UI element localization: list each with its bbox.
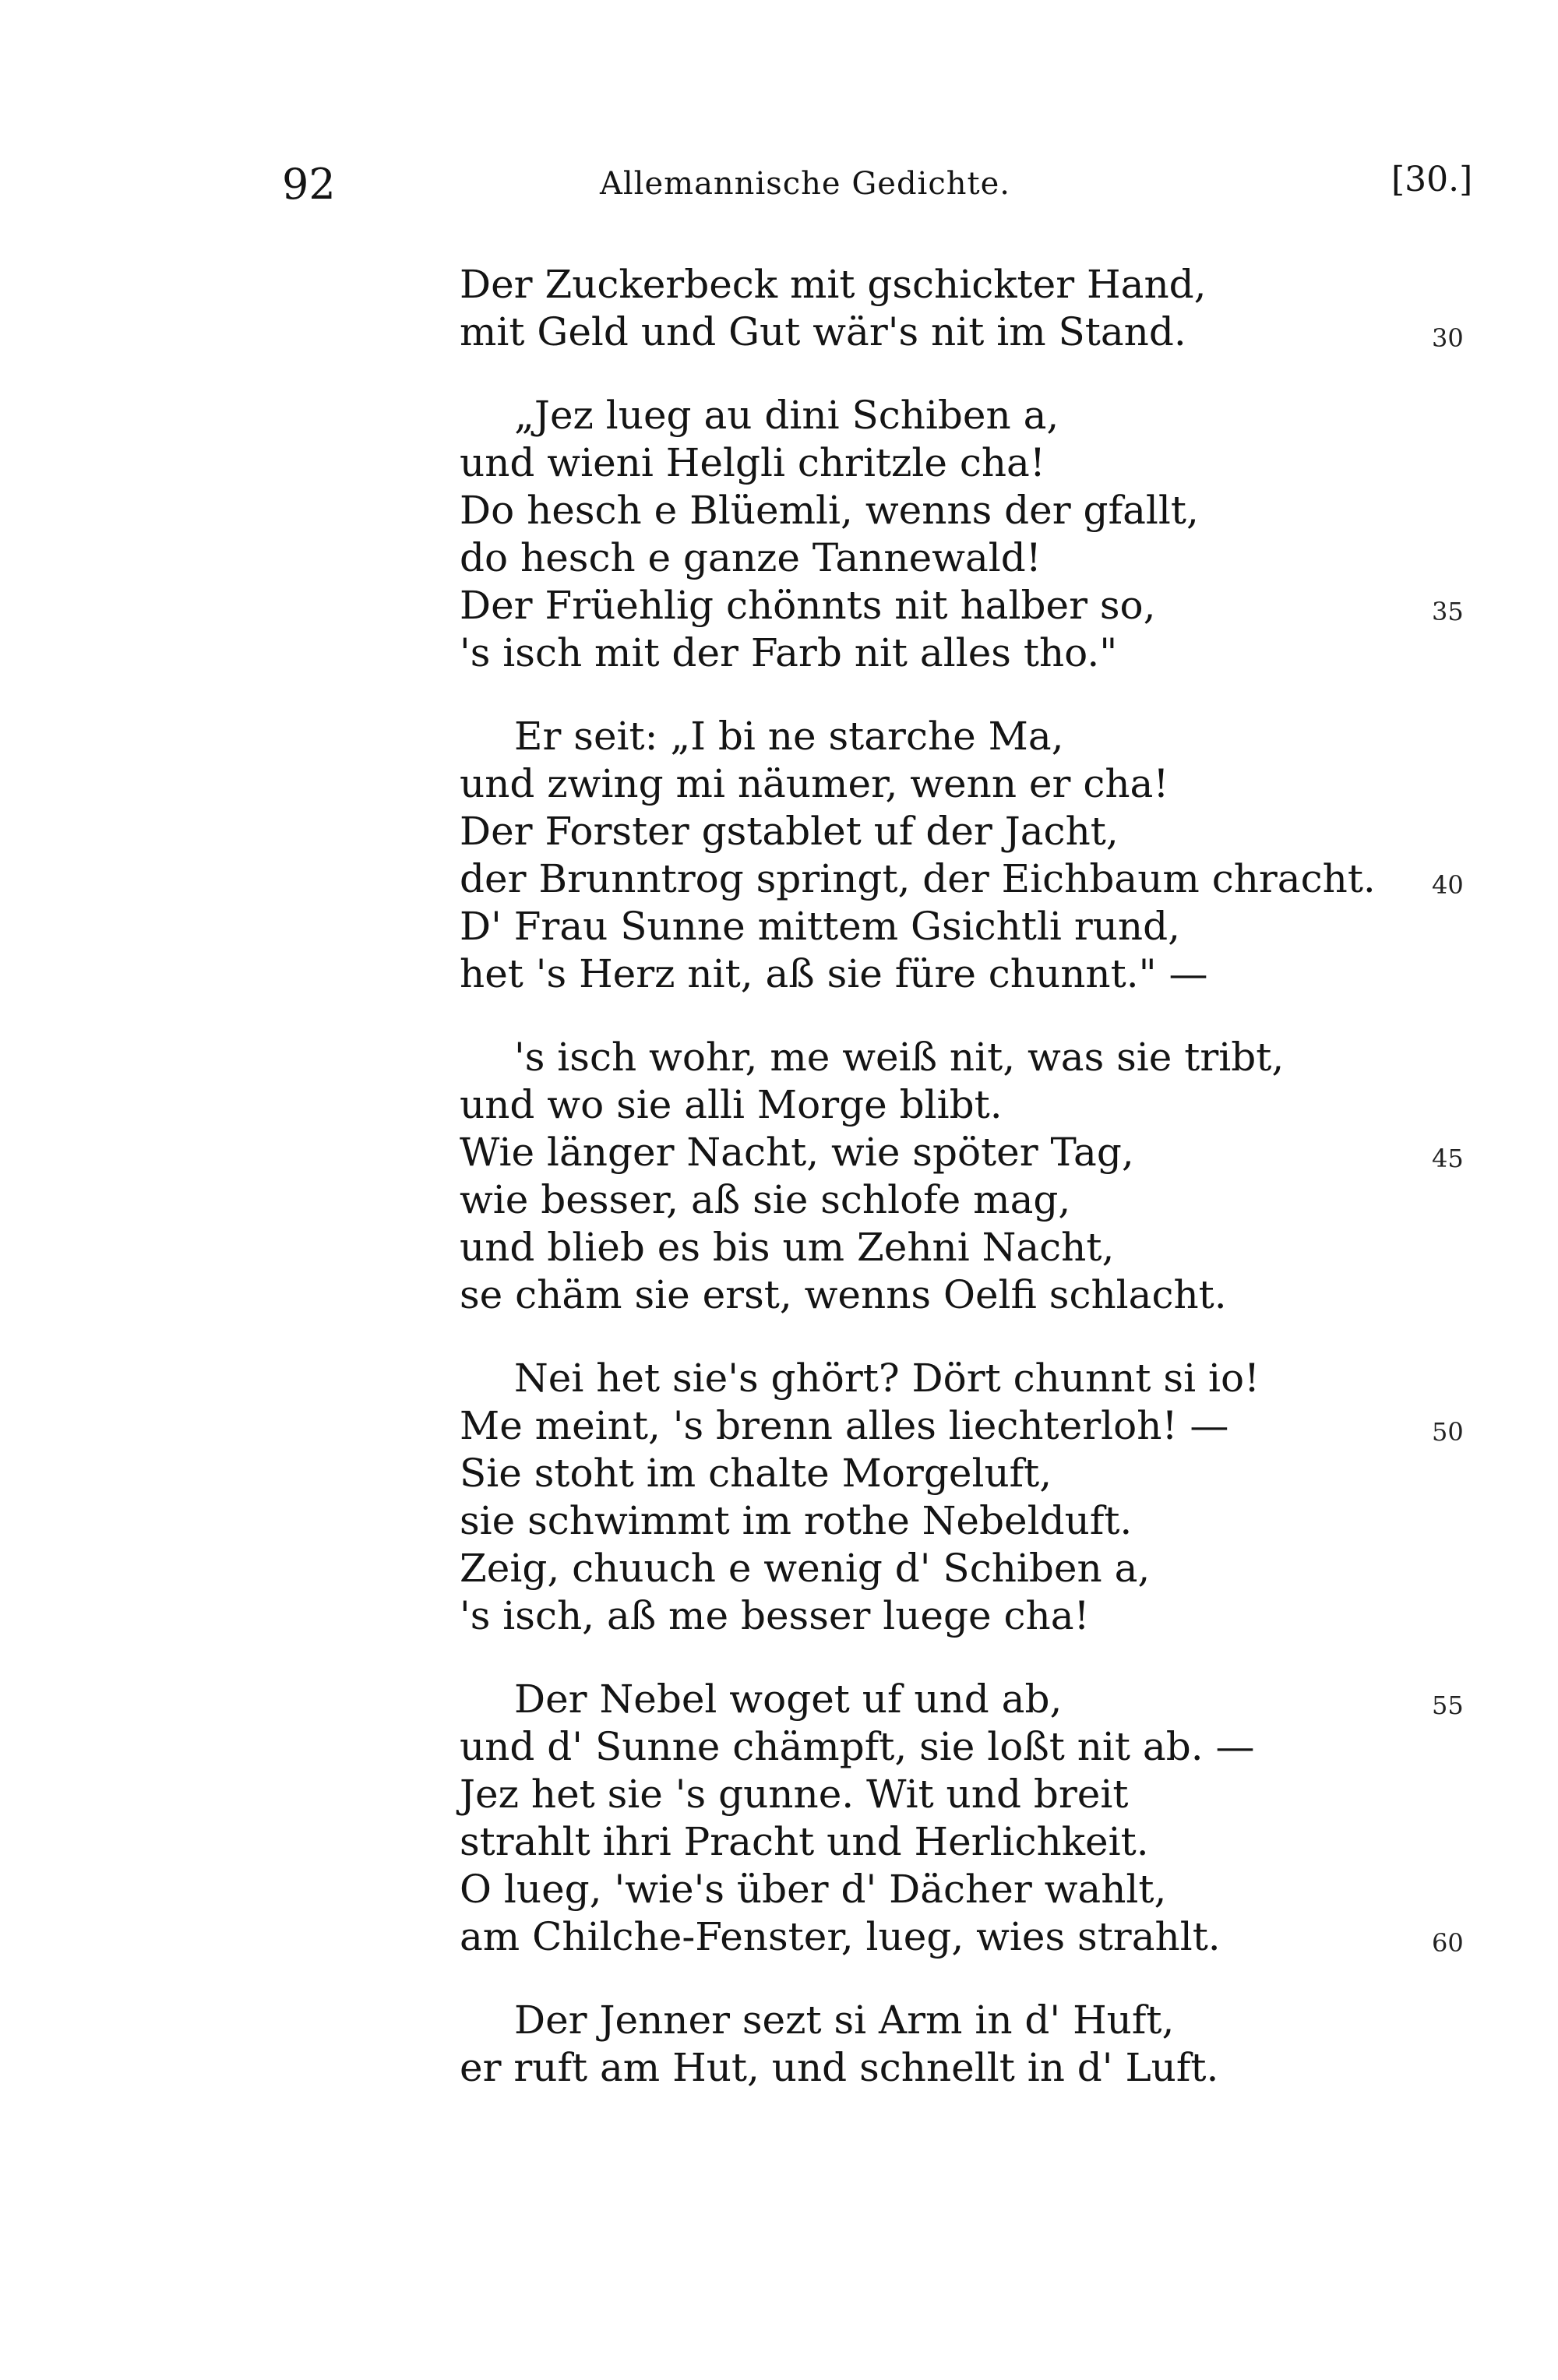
poem-line [460, 261, 1472, 309]
line-number: 60 [1432, 1928, 1464, 1958]
poem-line-text: der Brunntrog springt, der Eichbaum chracht. [460, 856, 1376, 901]
poem-line-text: Wie länger Nacht, wie spöter Tag, [460, 1130, 1134, 1175]
poem-line-text: „Jez lueg au dini Schiben a, [514, 393, 1059, 438]
poem-line-text: het 's Herz nit, aß sie füre chunnt." — [460, 951, 1208, 996]
poem-line [460, 1497, 1472, 1545]
poem-line [460, 1450, 1472, 1497]
poem-line [460, 1271, 1472, 1319]
poem-line-text: und d' Sunne chämpft, sie loßt nit ab. — [460, 1724, 1255, 1769]
poem-line [460, 439, 1472, 487]
poem-text [460, 261, 1472, 2128]
stanza [460, 713, 1472, 998]
poem-line [460, 629, 1472, 677]
poem-line [460, 1129, 1472, 1176]
poem-line-text: und blieb es bis um Zehni Nacht, [460, 1225, 1115, 1270]
stanza [460, 1676, 1472, 1961]
poem-line [460, 760, 1472, 808]
poem-line [460, 1866, 1472, 1913]
running-title: Allemannische Gedichte. [600, 166, 1010, 202]
poem-line [460, 309, 1472, 356]
poem-line-text: und zwing mi näumer, wenn er cha! [460, 761, 1169, 806]
poem-line [460, 903, 1472, 950]
poem-line [460, 1176, 1472, 1224]
line-number: 35 [1432, 597, 1464, 626]
poem-line [460, 1034, 1472, 1081]
poem-line-text: 's isch, aß me besser luege cha! [460, 1593, 1090, 1638]
poem-line-text: Der Früehlig chönnts nit halber so, [460, 583, 1156, 628]
poem-line [460, 1402, 1472, 1450]
poem-line [460, 1771, 1472, 1818]
poem-line-text: Jez het sie 's gunne. Wit und breit [460, 1772, 1129, 1817]
poem-line-text: 's isch mit der Farb nit alles tho." [460, 630, 1118, 675]
poem-line [460, 392, 1472, 439]
line-number: 40 [1432, 870, 1464, 900]
page-number: 92 [282, 160, 336, 209]
stanza [460, 1997, 1472, 2092]
stanza [460, 1355, 1472, 1640]
poem-line-text: Der Zuckerbeck mit gschickter Hand, [460, 262, 1207, 307]
poem-line-text: Do hesch e Blüemli, wenns der gfallt, [460, 488, 1199, 533]
poem-line [460, 1592, 1472, 1640]
poem-line-text: Nei het sie's ghört? Dört chunnt si io! [514, 1356, 1260, 1401]
line-number: 45 [1432, 1144, 1464, 1173]
stanza [460, 1034, 1472, 1319]
poem-line [460, 808, 1472, 855]
poem-line-text: D' Frau Sunne mittem Gsichtli rund, [460, 904, 1181, 949]
poem-line [460, 855, 1472, 903]
poem-line-text: und wieni Helgli chritzle cha! [460, 440, 1045, 485]
poem-line-text: Der Nebel woget uf und ab, [514, 1677, 1063, 1722]
poem-line [460, 582, 1472, 629]
poem-line-text: am Chilche-Fenster, lueg, wies strahlt. [460, 1914, 1221, 1959]
poem-line [460, 534, 1472, 582]
poem-line [460, 1723, 1472, 1771]
line-number: 55 [1432, 1691, 1464, 1720]
stanza [460, 261, 1472, 356]
poem-line [460, 713, 1472, 760]
poem-line-text: Zeig, chuuch e wenig d' Schiben a, [460, 1546, 1151, 1591]
poem-line-text: se chäm sie erst, wenns Oelfi schlacht. [460, 1272, 1227, 1317]
poem-line [460, 1676, 1472, 1723]
poem-line [460, 2044, 1472, 2092]
line-number: 50 [1432, 1417, 1464, 1447]
line-number: 30 [1432, 323, 1464, 353]
poem-line-text: 's isch wohr, me weiß nit, was sie tribt, [514, 1035, 1285, 1080]
poem-line-text: do hesch e ganze Tannewald! [460, 535, 1042, 580]
poem-line-text: mit Geld und Gut wär's nit im Stand. [460, 309, 1186, 354]
poem-line-text: er ruft am Hut, und schnellt in d' Luft. [460, 2045, 1219, 2090]
poem-line-text: Der Jenner sezt si Arm in d' Huft, [514, 1997, 1175, 2043]
poem-line-text: Der Forster gstablet uf der Jacht, [460, 809, 1119, 854]
source-reference: [30.] [1391, 160, 1473, 199]
poem-line-text: strahlt ihri Pracht und Herlichkeit. [460, 1819, 1149, 1864]
poem-line-text: und wo sie alli Morge blibt. [460, 1082, 1003, 1127]
poem-line-text: Me meint, 's brenn alles liechterloh! — [460, 1403, 1229, 1448]
poem-line [460, 1081, 1472, 1129]
poem-line [460, 1913, 1472, 1961]
poem-line [460, 1545, 1472, 1592]
poem-line [460, 1818, 1472, 1866]
poem-line [460, 1355, 1472, 1402]
poem-line-text: wie besser, aß sie schlofe mag, [460, 1177, 1071, 1222]
poem-line-text: sie schwimmt im rothe Nebelduft. [460, 1498, 1133, 1543]
stanza [460, 392, 1472, 677]
page-header [0, 160, 1558, 222]
poem-line [460, 950, 1472, 998]
poem-line-text: Er seit: „I bi ne starche Ma, [514, 714, 1064, 759]
poem-line-text: O lueg, 'wie's über d' Dächer wahlt, [460, 1867, 1167, 1912]
poem-line [460, 1224, 1472, 1271]
poem-line [460, 1997, 1472, 2044]
poem-line [460, 487, 1472, 534]
poem-line-text: Sie stoht im chalte Morgeluft, [460, 1451, 1052, 1496]
